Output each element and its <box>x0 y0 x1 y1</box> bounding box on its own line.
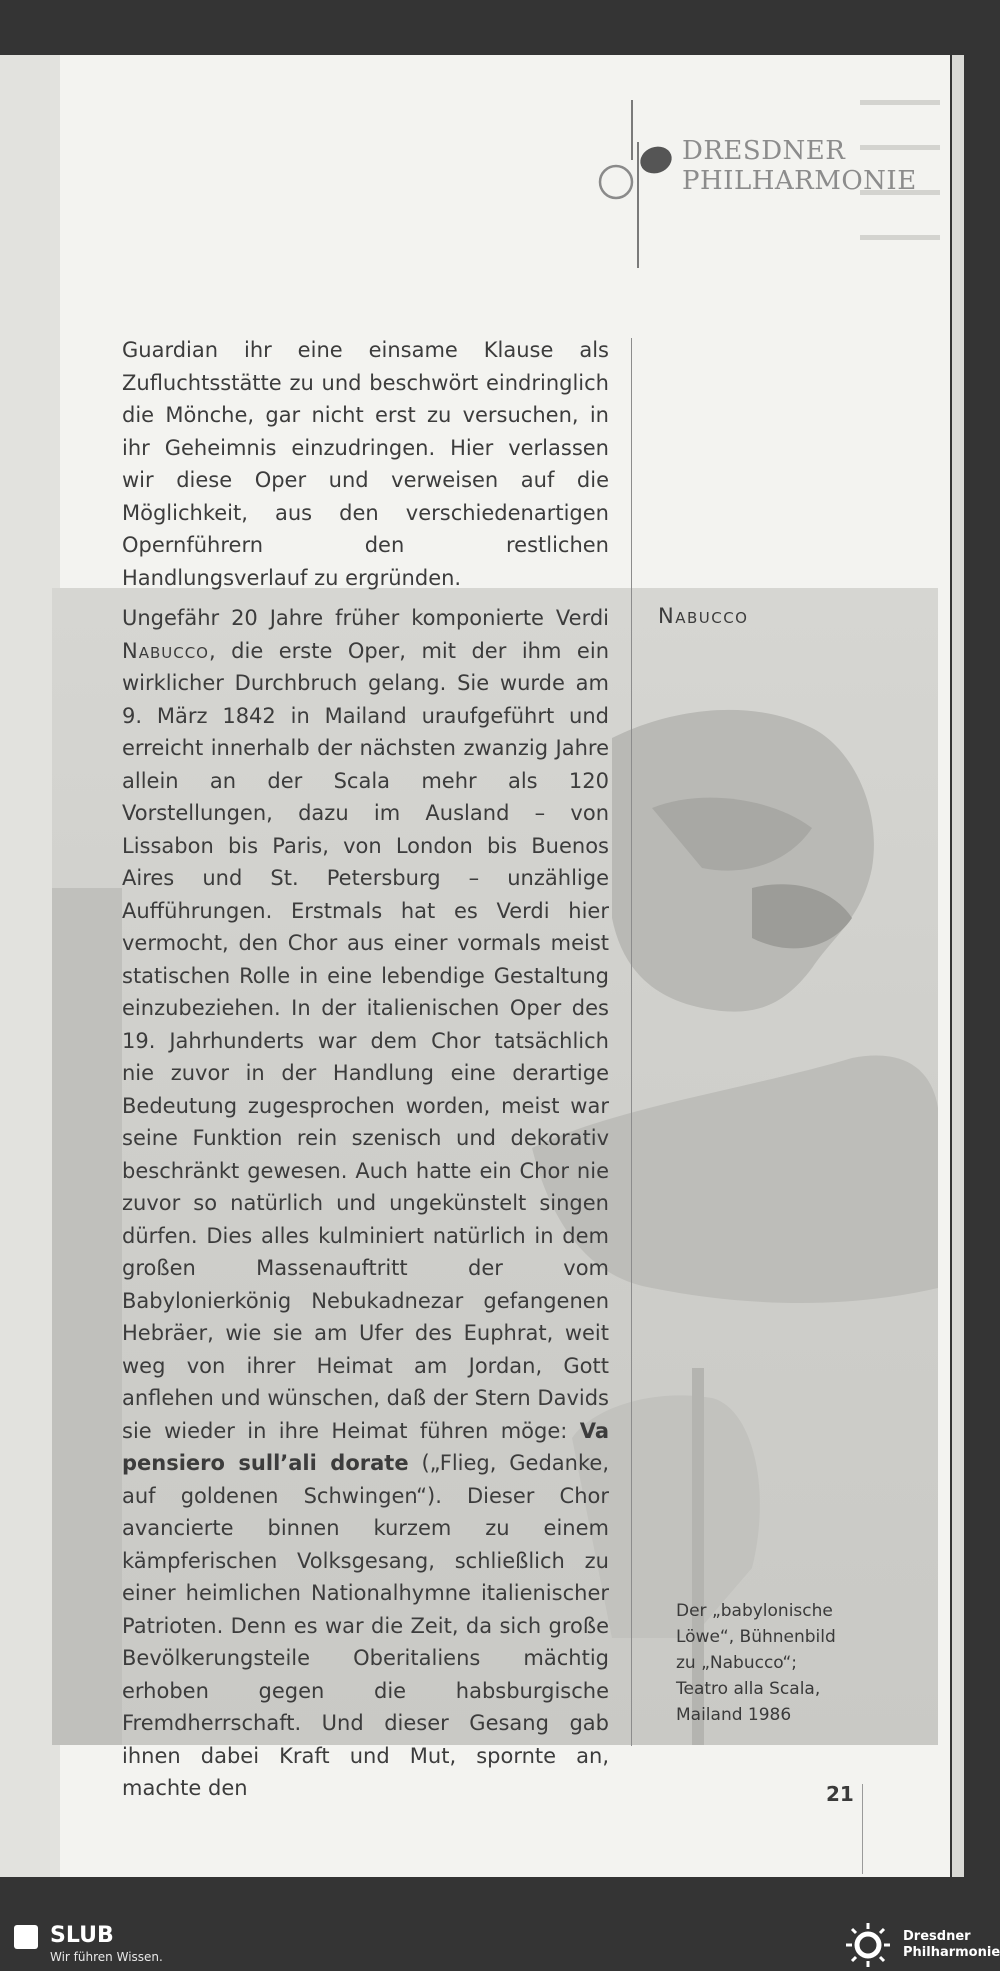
caption-line-5: Mailand 1986 <box>676 1705 792 1725</box>
logo-line-2: PHILHARMONIE <box>682 166 917 196</box>
caption-line-2: Löwe“, Bühnenbild <box>676 1627 836 1647</box>
column-divider <box>631 338 632 1746</box>
slub-logo-icon[interactable] <box>14 1925 38 1949</box>
logo-wordmark <box>682 136 917 196</box>
caption-line-3: zu „Nabucco“; <box>676 1653 798 1673</box>
paragraph-2-part-2: („Flieg, Gedanke, auf goldenen Schwingen“). Dieser Chor avancierte binnen kurzem zu einem kämpferischen Volksgesang, schließlich zu einer heimlichen Nationalhymne italienischer Patrioten. Denn es war die Zeit, da sich große Bevölkerungsteile Oberitaliens mächtig erhoben gegen die habsburgische Fremdherrschaft. Und dieser Gesang gab ihnen dabei Kraft und Mut, spornte an, machte den <box>122 1451 609 1800</box>
page-number: 21 <box>826 1782 854 1806</box>
body-paragraph-1: Guardian ihr eine einsame Klause als Zufluchtsstätte zu und beschwört eindringlich die Mönche, gar nicht erst zu versuchen, in ihr Geheimnis einzudringen. Hier verlassen wir diese Oper und verweisen auf die Möglichkeit, aus den verschiedenartigen Opernführern den restlichen Handlungsverlauf zu ergründen. <box>122 338 609 590</box>
dp-label-line-2: Philharmonie <box>903 1945 1000 1960</box>
chorus-title: Va pensiero sull’ali dorate <box>122 1418 609 1475</box>
caption-line-4: Teatro alla Scala, <box>676 1679 821 1699</box>
margin-heading: Nabucco <box>658 604 749 628</box>
dp-label-line-1: Dresdner <box>903 1929 971 1944</box>
previous-page-edge <box>0 55 60 1877</box>
dresdner-philharmonie-logo <box>590 100 917 270</box>
slub-name[interactable]: SLUB <box>50 1923 114 1948</box>
viewer-footer <box>0 1919 1000 1971</box>
paragraph-2-lead: Ungefähr 20 Jahre früher komponierte Verdi <box>122 606 609 630</box>
caption-line-1: Der „babylonische <box>676 1601 833 1621</box>
paragraph-2-part-1: , die erste Oper, mit der ihm ein wirklicher Durchbruch gelang. Sie wurde am 9. März 1842 in Mailand uraufgeführt und erreicht innerhalb der nächsten zwanzig Jahre allein an der Scala mehr als 120 Vorstellungen, dazu im Ausland – von Lissabon bis Paris, von London bis Buenos Aires und St. Petersburg – unzählige Aufführungen. Erstmals hat es Verdi hier vermocht, den Chor aus einer vormals meist statischen Rolle in eine lebendige Gestaltung einzubeziehen. In der italienischen Oper des 19. Jahrhunderts war dem Chor tatsächlich nie zuvor in der Handlung eine derartige Bedeutung zugesprochen worden, meist war seine Funktion rein szenisch und dekorativ beschränkt gewesen. Auch hatte ein Chor nie zuvor so natürlich und ungekünstelt singen dürfen. Dies alles kulminiert natürlich in dem großen Massenauftritt der vom Babylonierkönig Nebukadnezar gefangenen Hebräer, wie sie am Ufer des Euphrat, weit weg von ihrer Heimat am Jordan, Gott anflehen und wünschen, daß der Stern Davids sie wieder in ihre Heimat führen möge: <box>122 638 609 1443</box>
body-paragraph-2 <box>122 602 609 1805</box>
logo-line-1: DRESDNER <box>682 136 846 166</box>
dresdner-philharmonie-label[interactable] <box>903 1929 1000 1961</box>
slub-tagline: Wir führen Wissen. <box>50 1950 163 1964</box>
photo-caption <box>676 1598 876 1728</box>
dresdner-philharmonie-sun-icon[interactable] <box>842 1922 894 1968</box>
opera-name: Nabucco <box>122 638 209 663</box>
dp-logo-icon <box>590 100 680 270</box>
page-spine <box>952 55 964 1877</box>
page-number-rule <box>862 1784 863 1874</box>
